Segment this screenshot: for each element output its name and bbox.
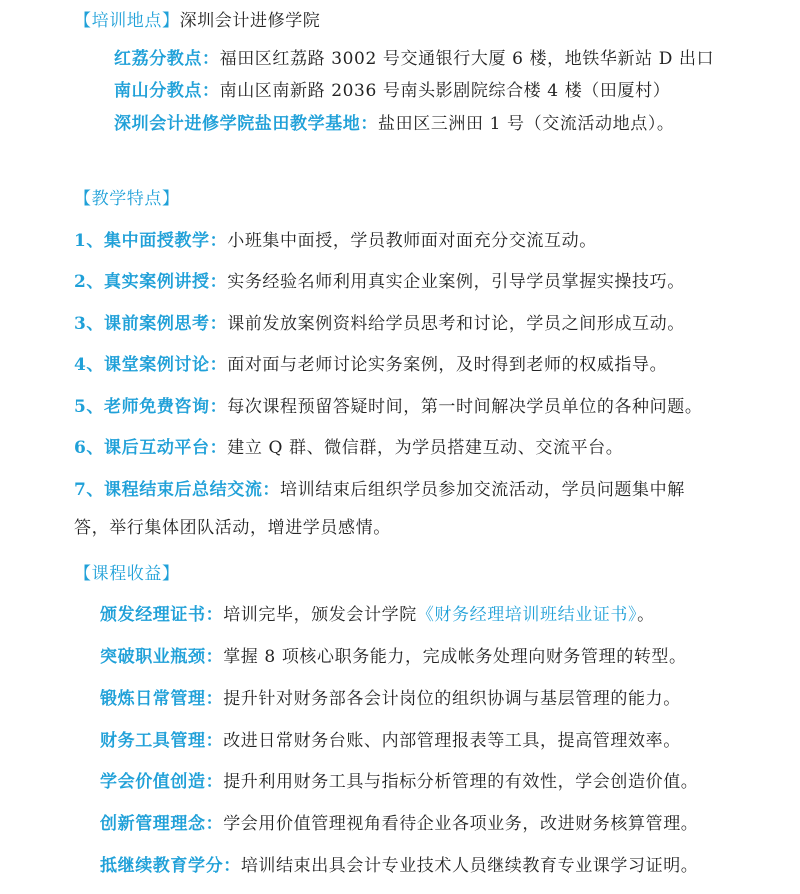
benefit-label: 突破职业瓶颈：	[100, 647, 224, 667]
feature-label: 5、老师免费咨询：	[74, 397, 228, 417]
benefit-label: 财务工具管理：	[100, 731, 224, 751]
benefit-label: 抵继续教育学分：	[100, 856, 241, 876]
branch-label: 南山分教点：	[114, 81, 220, 101]
feature-label: 2、真实案例讲授：	[74, 272, 228, 292]
branch-label: 深圳会计进修学院盐田教学基地：	[114, 114, 378, 134]
benefit-text: 学会用价值管理视角看待企业各项业务，改进财务核算管理。	[223, 814, 699, 834]
benefit-item	[100, 730, 681, 752]
branch-address: 南山区南新路 2036 号南头影剧院综合楼 4 楼（田厦村）	[219, 81, 671, 101]
benefits-heading: 【课程收益】	[74, 564, 180, 584]
feature-item	[74, 479, 685, 501]
branch-label: 红荔分教点：	[114, 49, 220, 69]
feature-item	[74, 313, 685, 335]
features-heading-line	[74, 188, 180, 210]
feature-text-continuation: 答，举行集体团队活动，增进学员感情。	[74, 518, 391, 538]
benefit-label: 颁发经理证书：	[100, 605, 224, 625]
location-heading: 【培训地点】	[74, 11, 180, 31]
feature-label: 7、课程结束后总结交流：	[74, 480, 281, 500]
certificate-title: 《财务经理培训班结业证书》	[416, 605, 638, 625]
feature-item-continuation	[74, 517, 391, 539]
benefit-text: 掌握 8 项核心职务能力，完成帐务处理向财务管理的转型。	[223, 647, 687, 667]
feature-label: 1、集中面授教学：	[74, 231, 228, 251]
benefit-item	[100, 604, 655, 626]
benefit-item	[100, 688, 681, 710]
feature-text: 建立 Q 群、微信群，为学员搭建互动、交流平台。	[227, 438, 624, 458]
benefit-item	[100, 855, 698, 877]
feature-text: 培训结束后组织学员参加交流活动，学员问题集中解	[280, 480, 685, 500]
feature-label: 3、课前案例思考：	[74, 314, 228, 334]
feature-label: 4、课堂案例讨论：	[74, 355, 228, 375]
feature-item	[74, 437, 623, 459]
feature-text: 课前发放案例资料给学员思考和讨论，学员之间形成互动。	[227, 314, 685, 334]
benefit-item	[100, 771, 698, 793]
benefit-text-tail: 。	[637, 605, 655, 625]
benefit-text: 提升利用财务工具与指标分析管理的有效性，学会创造价值。	[223, 772, 699, 792]
benefit-text: 培训结束出具会计专业技术人员继续教育专业课学习证明。	[240, 856, 699, 876]
branch-line	[114, 48, 714, 70]
feature-item	[74, 354, 667, 376]
benefit-label: 学会价值创造：	[100, 772, 224, 792]
feature-item	[74, 396, 702, 418]
benefit-text: 提升针对财务部各会计岗位的组织协调与基层管理的能力。	[223, 689, 681, 709]
feature-text: 每次课程预留答疑时间，第一时间解决学员单位的各种问题。	[227, 397, 703, 417]
feature-item	[74, 271, 685, 293]
benefit-label: 创新管理理念：	[100, 814, 224, 834]
benefit-item	[100, 813, 698, 835]
feature-item	[74, 230, 597, 252]
location-school: 深圳会计进修学院	[179, 11, 321, 31]
branch-address: 福田区红荔路 3002 号交通银行大厦 6 楼，地铁华新站 D 出口	[219, 49, 715, 69]
branch-address: 盐田区三洲田 1 号（交流活动地点）。	[378, 114, 675, 134]
location-heading-line	[74, 10, 320, 32]
benefit-label: 锻炼日常管理：	[100, 689, 224, 709]
benefit-text: 改进日常财务台账、内部管理报表等工具，提高管理效率。	[223, 731, 681, 751]
branch-line	[114, 80, 670, 102]
features-heading: 【教学特点】	[74, 189, 180, 209]
feature-label: 6、课后互动平台：	[74, 438, 228, 458]
feature-text: 实务经验名师利用真实企业案例，引导学员掌握实操技巧。	[227, 272, 685, 292]
feature-text: 小班集中面授，学员教师面对面充分交流互动。	[227, 231, 597, 251]
benefit-text: 培训完毕，颁发会计学院	[223, 605, 417, 625]
benefit-item	[100, 646, 687, 668]
feature-text: 面对面与老师讨论实务案例，及时得到老师的权威指导。	[227, 355, 668, 375]
branch-line	[114, 113, 675, 135]
benefits-heading-line	[74, 563, 180, 585]
